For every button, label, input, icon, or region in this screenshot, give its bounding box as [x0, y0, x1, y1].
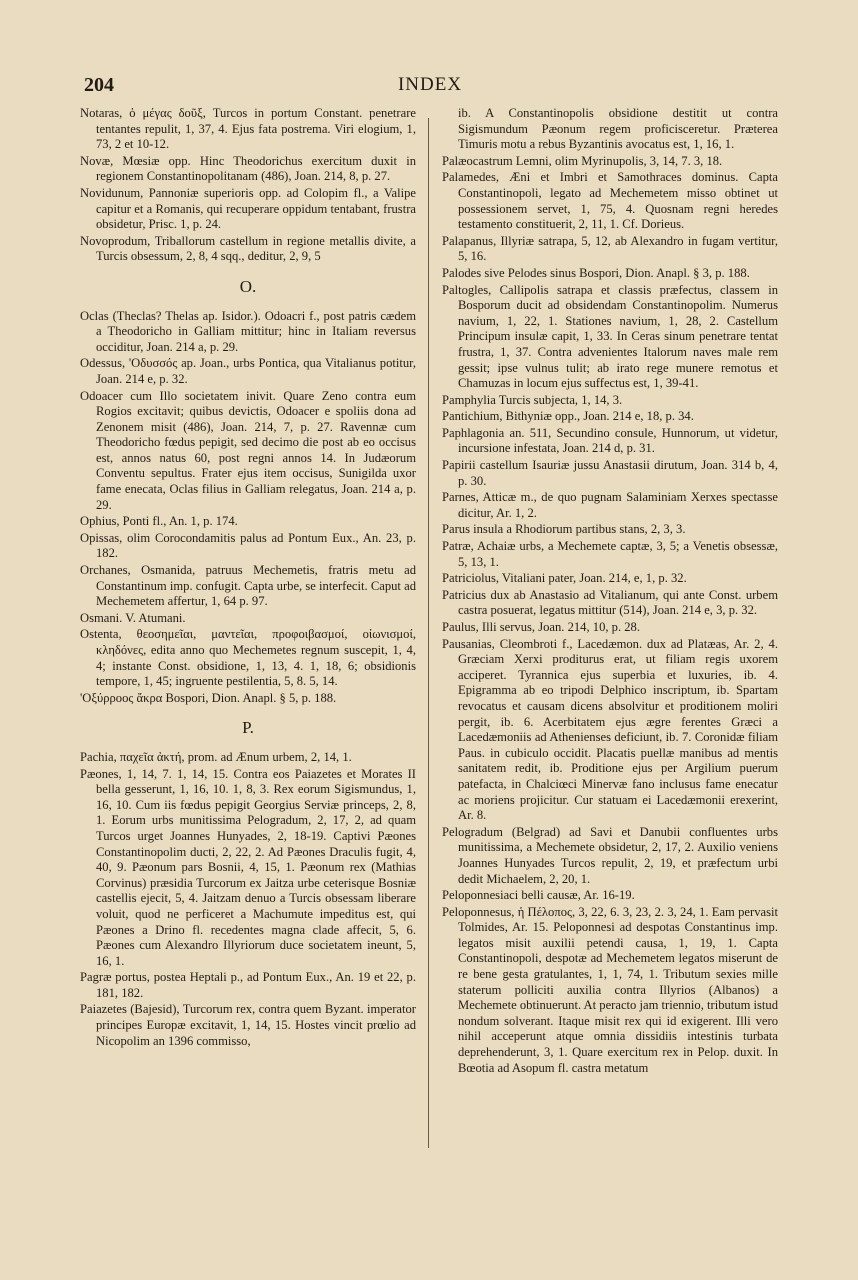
index-entry: Pachia, παχεῖα ἀκτή, prom. ad Ænum urbem, 2, 14, 1.	[80, 749, 352, 764]
section-letter: O.	[239, 276, 257, 296]
index-entry: Ostenta, θεοσημεῖαι, μαντεῖαι, προφοιβασμοί, οἰωνισμοί, κληδόνες, edita anno quo Mechemetes regnum suscepit, 1, 4, 4; instante Const. obsidione, 1, 13, 4. 1, 18, 6; obsidionis tempore, 1, 45; ingruente pestilentia, 5, 8. 5, 14.	[80, 627, 416, 689]
running-title: INDEX	[397, 74, 463, 95]
page-header	[80, 74, 780, 104]
index-entry: Paulus, Illi servus, Joan. 214, 10, p. 28.	[442, 620, 640, 634]
index-entry: Palæocastrum Lemni, olim Myrinupolis, 3, 14, 7. 3, 18.	[442, 153, 723, 168]
index-entry: 'Οξύρροος ἄκρα Bospori, Dion. Anapl. § 5, p. 188.	[80, 690, 337, 705]
index-entry: Novæ, Mœsiæ opp. Hinc Theodorichus exercitum duxit in regionem Constantinopolitanam (486), Joan. 214, 8, p. 27.	[80, 153, 416, 184]
index-entry: Patricius dux ab Anastasio ad Vitalianum, qui ante Const. urbem castra posuerat, legatus mittitur (514), Joan. 214 e, 3, p. 32.	[442, 587, 778, 618]
index-entry: Palodes sive Pelodes sinus Bospori, Dion. Anapl. § 3, p. 188.	[442, 265, 750, 280]
index-entry: Pæones, 1, 14, 7. 1, 14, 15. Contra eos Paiazetes et Morates II bella gesserunt, 1, 16, 10. 1, 8, 3. Rex eorum Sigismundus, 1, 16, 10. Cum iis fœdus pepigit Georgius Serviæ princeps, 2, 8, 1. Eorum urbs munitissima Pelogradum, 2, 17, 2, ad quam Turcos urget Joannes Hunyades, 2, 18-19. Captivi Pæones Constantinopolim ducti, 2, 22, 2. Ad Pæones Draculis fugit, 4, 40, 9. Pæonum pars Bosnii, 4, 15, 1. Pæonum rex (Mathias Corvinus) præsidia Turcorum ex Jaitza urbe ceterisque Bosniæ castellis ejecit, 5, 4. Jaitzam denuo a Turcis obsessam liberare voluit, quod ne perficeret a Machumute impeditus est, qui Pæones a Drino fl. recedentes magna clade affecit, 5, 6. Pæones cum Alexandro Illyriorum duce societatem ineunt, 5, 16, 1.	[80, 766, 416, 968]
index-entry: Osmani. V. Atumani.	[80, 610, 186, 625]
index-entry: Novoprodum, Triballorum castellum in regione metallis divite, a Turcis obsessum, 2, 8, 4 sqq., deditur, 2, 9, 5	[80, 233, 416, 264]
index-entry: Notaras, ὁ μέγας δοῦξ, Turcos in portum Constant. penetrare tentantes repulit, 1, 37, 4. Ejus fata postrema. Viri elogium, 1, 73, 2 et 10-12.	[80, 106, 416, 152]
left-column	[80, 106, 416, 1050]
index-entry: Patræ, Achaiæ urbs, a Mechemete captæ, 3, 5; a Venetis obsessæ, 5, 13, 1.	[442, 539, 778, 569]
index-entry: Ophius, Ponti fl., An. 1, p. 174.	[80, 514, 238, 529]
index-entry: Peloponnesiaci belli causæ, Ar. 16-19.	[442, 888, 635, 903]
index-entry: Paiazetes (Bajesid), Turcorum rex, contra quem Byzant. imperator principes Europæ excitavit, 1, 14, 15. Hostes vincit prœlio ad Nicopolim an 1396 commisso,	[80, 1002, 416, 1048]
index-entry: Pagræ portus, postea Heptali p., ad Pontum Eux., An. 19 et 22, p. 181, 182.	[80, 970, 416, 1000]
right-column	[442, 106, 778, 1077]
index-entry: Palapanus, Illyriæ satrapa, 5, 12, ab Alexandro in fugam vertitur, 5, 16.	[442, 233, 778, 264]
index-entry: Pausanias, Cleombroti f., Lacedæmon. dux ad Platæas, Ar. 2, 4. Græciam Xerxi proditurus erat, ut filiam regis uxorem acciperet. Tyrannica ejus superbia et luxuries, ib. 4. Epigramma ab eo tripodi Delphico inscriptum, ib. Spartam revocatus et causam dicens absolvitur et proditionem moliri pergit, ib. 6. Acerbitatem ejus ægre ferentes Græci a Lacedæmoniis ad Athenienses deficiunt, ib. 7. Coronidæ filiam Paus. in cubiculo occidit. Placatis puellæ manibus ad mentis sanitatem redit, ib. Proditione ejus per Argilium puerum patefacta, in Chalciœci Minervæ fano inclusus fame enecatur ac moriens projicitur. Cur statuam ei Lacedæmonii erexerint, Ar. 8.	[442, 636, 778, 823]
index-entry: Peloponnesus, ἡ Πέλοπος, 3, 22, 6. 3, 23, 2. 3, 24, 1. Eam pervasit Tolmides, Ar. 15. Peloponnesi ad despotas Constantinus imp. legatos misit auxilii petendi causa, 1, 19, 1. Capta Constantinopoli, despotæ ad Mechemetem legatos miserunt de re bene gesta gratulantes, 1, 1, 74, 1. Tributum sexies mille staterum polliciti auxilia contra Illyrios (Albanos) a Mechemete obtinuerunt. At peracto jam triennio, tributum istud nondum solverant. Itaque misit rex qui id exigerent. Illi vero nihil acceperunt atque omnia dissidiis intestinis turbata deprehenderunt, 3, 1. Quare exercitum rex in Pelop. duxit. In Bœotia ad Asopum fl. castra metatum	[442, 904, 779, 1075]
index-entry: Palamedes, Æni et Imbri et Samothraces dominus. Capta Constantinopoli, legato ad Mechemetem misso obtinet ut possessionem servet, 1, 75, 4. Quosnam regni heredes testamento constituerit, 2, 11, 1. Cf. Dorieus.	[442, 170, 778, 232]
index-entry: Patriciolus, Vitaliani pater, Joan. 214, e, 1, p. 32.	[442, 571, 687, 586]
index-entry: Odessus, 'Οδυσσός ap. Joan., urbs Pontica, qua Vitalianus potitur, Joan. 214 e, p. 32.	[80, 356, 416, 386]
index-entry: Paltogles, Callipolis satrapa et classis præfectus, classem in Bosporum ducit ad obsidendam Constantinopolim. Numerus navium, 1, 22, 1. Stationes navium, 1, 28, 2. Castellum Principum insulæ capit, 1, 33. In Ceras sinum penetrare tentat frustra, 1, 37. Contra advenientes Italorum naves male rem gessit; ipse vulnus tulit; ab irato rege munere remotus et Chamuzas in locum ejus suffectus est, 1, 39-41.	[442, 282, 778, 391]
page-number: 204	[84, 74, 114, 96]
index-entry: Parus insula a Rhodiorum partibus stans, 2, 3, 3.	[442, 522, 686, 537]
index-entry: Pantichium, Bithyniæ opp., Joan. 214 e, 18, p. 34.	[442, 409, 694, 424]
column-divider	[428, 118, 429, 1148]
index-entry: Paphlagonia an. 511, Secundino consule, Hunnorum, ut videtur, incursione infestata, Joan. 214 d, p. 31.	[442, 425, 778, 456]
index-entry: Oclas (Theclas? Thelas ap. Isidor.). Odoacri f., post patris cædem a Theodoricho in Galliam mittitur; hinc in Italiam reversus occiditur, Joan. 214 a, p. 29.	[80, 308, 416, 354]
index-entry: Orchanes, Osmanida, patruus Mechemetis, fratris metu ad Constantinum imp. confugit. Capta urbe, se interfecit. Caput ad Mechemetem affertur, 1, 64 p. 97.	[80, 563, 416, 609]
index-entry: Papirii castellum Isauriæ jussu Anastasii dirutum, Joan. 314 b, 4, p. 30.	[442, 458, 778, 488]
index-entry: Parnes, Atticæ m., de quo pugnam Salaminiam Xerxes spectasse dicitur, Ar. 1, 2.	[442, 490, 778, 520]
index-entry: Opissas, olim Corocondamitis palus ad Pontum Eux., An. 23, p. 182.	[80, 530, 416, 561]
index-entry: Pamphylia Turcis subjecta, 1, 14, 3.	[442, 392, 623, 407]
index-entry: Pelogradum (Belgrad) ad Savi et Danubii confluentes urbs munitissima, a Mechemete obsidetur, 2, 17, 2. Auxilio veniens Joannes Hunyades Turcos repulit, 2, 19, et præfectum urbi dedit Michaelem, 2, 20, 1.	[442, 824, 778, 886]
index-entry-continued: ib. A Constantinopolis obsidione destitit ut contra Sigismundum Pæonum regem proficisceretur. Præterea Timuris motu a rebus Byzantinis avocatus est, 1, 16, 1.	[458, 106, 778, 152]
index-entry: Novidunum, Pannoniæ superioris opp. ad Colopim fl., a Valipe capitur et a Romanis, qui recuperare oppidum tentabant, frustra obsidetur, Prisc. 1, p. 24.	[80, 185, 416, 232]
section-letter: P.	[242, 718, 254, 738]
index-entry: Odoacer cum Illo societatem inivit. Quare Zeno contra eum Rogios excitavit; quibus devictis, Odoacer e spoliis dona ad Zenonem misit (486), Joan. 214, 7, p. 27. Ravennæ cum Theodoricho fœdus pepigit, sed decimo die post ab eo occisus est, annos natus 60, post regni annos 14. In Judæorum Conventu sepultus. Frater ejus item occisus, Sunigilda uxor fame enecata, Oclas filius in Galliam relegatus, Joan. 214 a, p. 29.	[80, 388, 416, 512]
